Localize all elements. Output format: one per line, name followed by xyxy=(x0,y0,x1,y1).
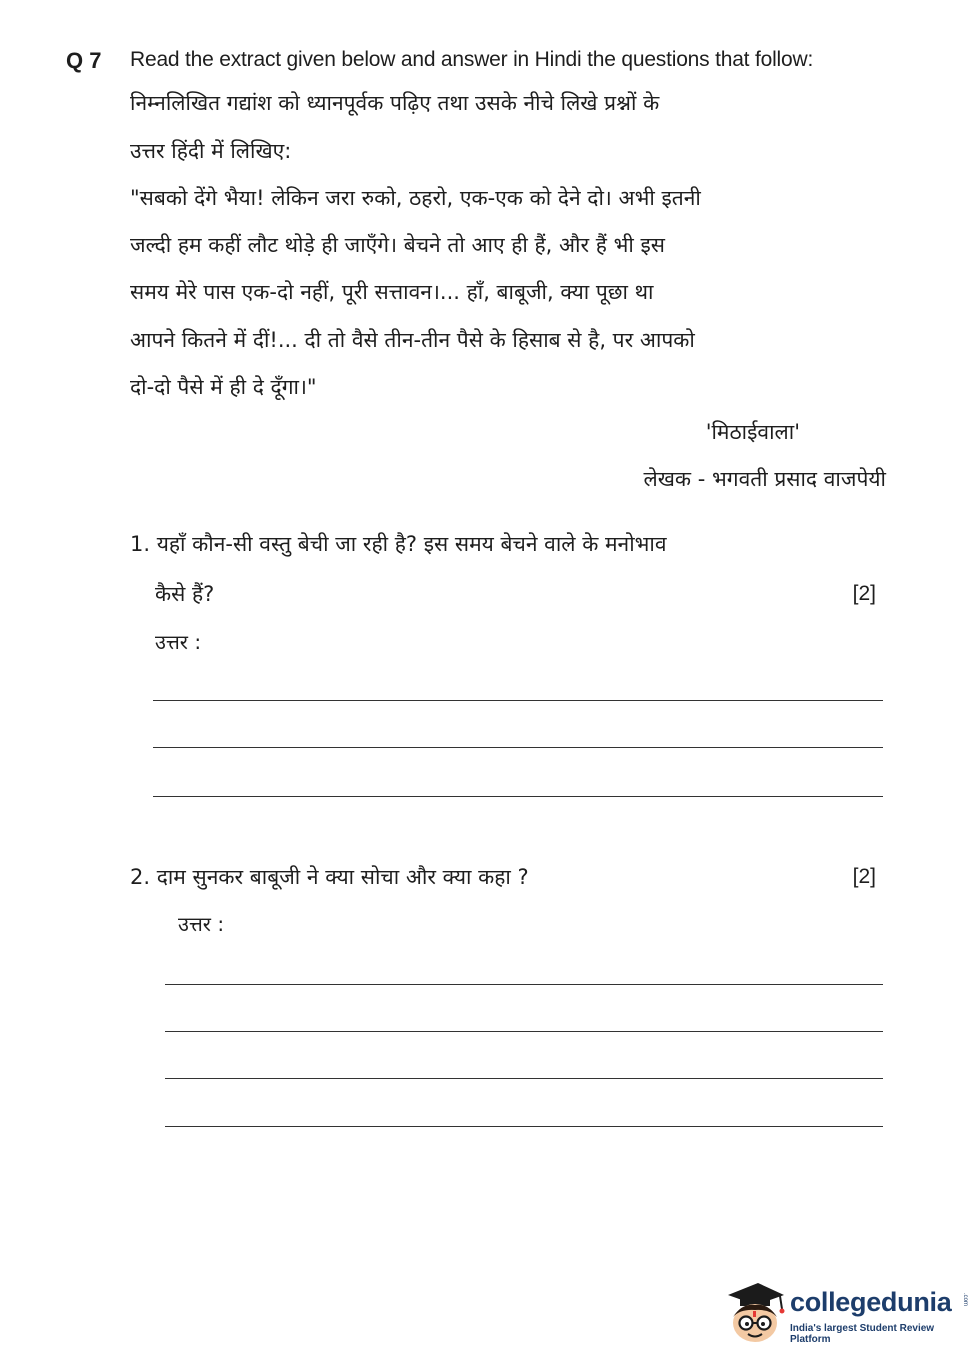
sub-question-2-line-1: 2. दाम सुनकर बाबूजी ने क्या सोचा और क्या कहा ? xyxy=(130,865,529,889)
logo-tagline: India's largest Student Review Platform xyxy=(790,1323,935,1345)
passage-line-3: समय मेरे पास एक-दो नहीं, पूरी सत्तावन।... हाँ, बाबूजी, क्या पूछा था xyxy=(130,280,654,304)
instruction-hindi-line-2: उत्तर हिंदी में लिखिए: xyxy=(130,139,292,163)
sub-question-1-line-2: कैसे हैं? xyxy=(155,582,215,606)
passage-title: 'मिठाईवाला' xyxy=(705,420,800,444)
passage-author: लेखक - भगवती प्रसाद वाजपेयी xyxy=(643,467,886,491)
passage-line-5: दो-दो पैसे में ही दे दूँगा।" xyxy=(130,375,317,399)
answer-line[interactable] xyxy=(165,1126,883,1127)
answer-line[interactable] xyxy=(153,700,883,701)
collegedunia-logo[interactable] xyxy=(722,1275,972,1345)
question-number: Q 7 xyxy=(66,48,102,73)
passage-line-1: "सबको देंगे भैया! लेकिन जरा रुको, ठहरो, एक-एक को देने दो। अभी इतनी xyxy=(130,186,701,210)
instruction-hindi-line-1: निम्नलिखित गद्यांश को ध्यानपूर्वक पढ़िए तथा उसके नीचे लिखे प्रश्नों के xyxy=(130,91,660,115)
answer-line[interactable] xyxy=(165,1031,883,1032)
passage-line-4: आपने कितने में दीं!... दी तो वैसे तीन-तीन पैसे के हिसाब से है, पर आपको xyxy=(130,328,695,352)
answer-line[interactable] xyxy=(165,984,883,985)
logo-suffix: .com xyxy=(962,1293,968,1307)
sub-question-2-marks: [2] xyxy=(852,865,876,888)
sub-question-1-line-1: 1. यहाँ कौन-सी वस्तु बेची जा रही है? इस समय बेचने वाले के मनोभाव xyxy=(130,532,667,556)
answer-line[interactable] xyxy=(153,796,883,797)
sub-question-1-answer-label: उत्तर : xyxy=(155,630,202,654)
instruction-english: Read the extract given below and answer in Hindi the questions that follow: xyxy=(130,48,814,71)
passage-line-2: जल्दी हम कहीं लौट थोड़े ही जाएँगे। बेचने तो आए ही हैं, और हैं भी इस xyxy=(130,233,665,257)
sub-question-2-answer-label: उत्तर : xyxy=(178,912,225,936)
answer-line[interactable] xyxy=(165,1078,883,1079)
mascot-icon xyxy=(722,1275,788,1345)
logo-name: collegedunia xyxy=(790,1287,952,1317)
sub-question-1-marks: [2] xyxy=(852,582,876,605)
answer-line[interactable] xyxy=(153,747,883,748)
